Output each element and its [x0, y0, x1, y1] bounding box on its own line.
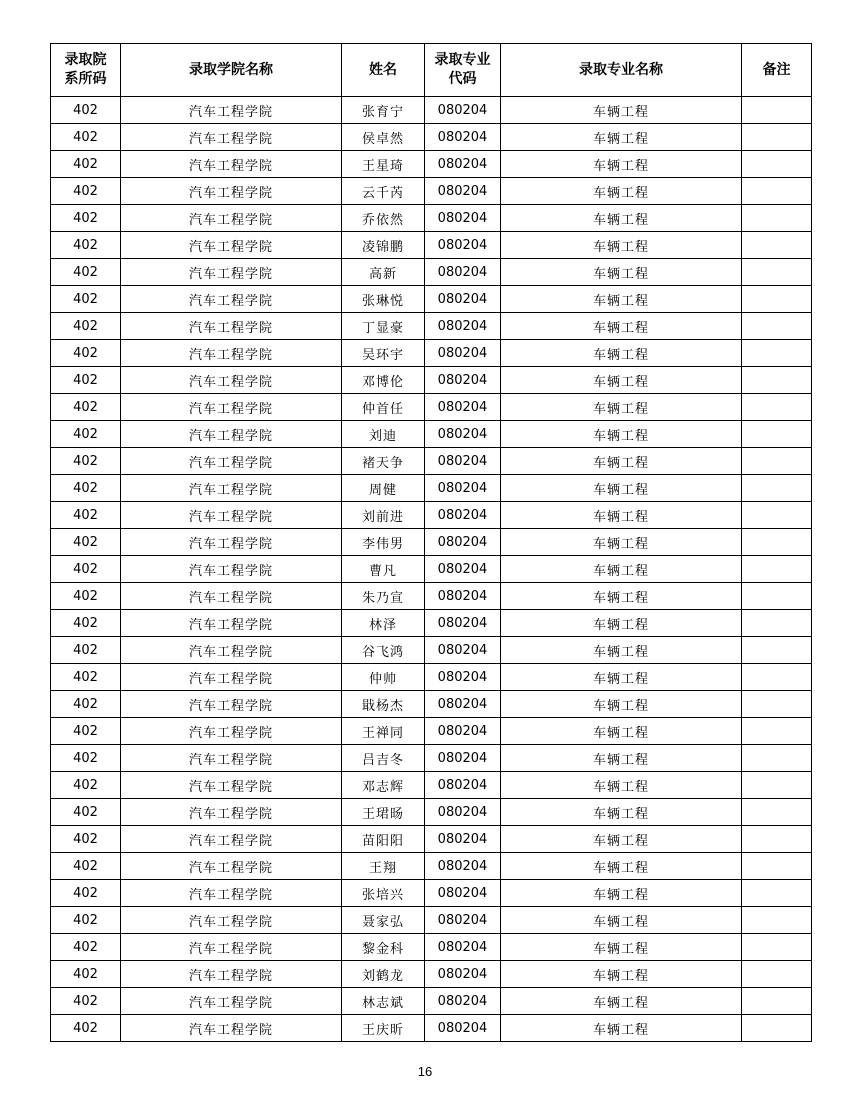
table-row — [51, 583, 812, 610]
remarks-cell — [742, 853, 812, 880]
table-row — [51, 718, 812, 745]
student-name-cell: 刘鹤龙 — [342, 961, 425, 988]
table-row — [51, 97, 812, 124]
table-row — [51, 367, 812, 394]
major-name-cell: 车辆工程 — [501, 394, 742, 421]
remarks-cell — [742, 502, 812, 529]
header-major-name: 录取专业名称 — [501, 44, 742, 97]
header-dept-code-line1: 录取院 — [64, 52, 107, 68]
major-code-cell: 080204 — [425, 826, 501, 853]
major-name-cell: 车辆工程 — [501, 556, 742, 583]
major-code-cell: 080204 — [425, 340, 501, 367]
student-name-cell: 刘前进 — [342, 502, 425, 529]
remarks-cell — [742, 610, 812, 637]
major-code-cell: 080204 — [425, 151, 501, 178]
school-name-cell: 汽车工程学院 — [121, 232, 342, 259]
student-name-cell: 吕吉冬 — [342, 745, 425, 772]
major-name-cell: 车辆工程 — [501, 232, 742, 259]
major-name-cell: 车辆工程 — [501, 934, 742, 961]
major-code-cell: 080204 — [425, 394, 501, 421]
dept-code-cell: 402 — [51, 340, 121, 367]
major-name-cell: 车辆工程 — [501, 853, 742, 880]
school-name-cell: 汽车工程学院 — [121, 799, 342, 826]
table-row — [51, 394, 812, 421]
table-row — [51, 529, 812, 556]
major-code-cell: 080204 — [425, 313, 501, 340]
major-name-cell: 车辆工程 — [501, 97, 742, 124]
table-row — [51, 475, 812, 502]
table-row — [51, 286, 812, 313]
student-name-cell: 仲首任 — [342, 394, 425, 421]
dept-code-cell: 402 — [51, 97, 121, 124]
school-name-cell: 汽车工程学院 — [121, 772, 342, 799]
student-name-cell: 邓志辉 — [342, 772, 425, 799]
remarks-cell — [742, 124, 812, 151]
header-major-code — [425, 44, 501, 97]
school-name-cell: 汽车工程学院 — [121, 637, 342, 664]
admission-table — [50, 43, 812, 1042]
major-name-cell: 车辆工程 — [501, 826, 742, 853]
table-row — [51, 259, 812, 286]
table-row — [51, 853, 812, 880]
school-name-cell: 汽车工程学院 — [121, 745, 342, 772]
student-name-cell: 凌锦鹏 — [342, 232, 425, 259]
major-code-cell: 080204 — [425, 421, 501, 448]
dept-code-cell: 402 — [51, 853, 121, 880]
major-code-cell: 080204 — [425, 448, 501, 475]
dept-code-cell: 402 — [51, 664, 121, 691]
school-name-cell: 汽车工程学院 — [121, 448, 342, 475]
major-name-cell: 车辆工程 — [501, 367, 742, 394]
dept-code-cell: 402 — [51, 610, 121, 637]
school-name-cell: 汽车工程学院 — [121, 178, 342, 205]
dept-code-cell: 402 — [51, 772, 121, 799]
student-name-cell: 黎金科 — [342, 934, 425, 961]
major-name-cell: 车辆工程 — [501, 691, 742, 718]
student-name-cell: 李伟男 — [342, 529, 425, 556]
school-name-cell: 汽车工程学院 — [121, 907, 342, 934]
school-name-cell: 汽车工程学院 — [121, 826, 342, 853]
major-name-cell: 车辆工程 — [501, 907, 742, 934]
table-row — [51, 907, 812, 934]
major-name-cell: 车辆工程 — [501, 502, 742, 529]
remarks-cell — [742, 961, 812, 988]
student-name-cell: 张琳悦 — [342, 286, 425, 313]
student-name-cell: 戢杨杰 — [342, 691, 425, 718]
remarks-cell — [742, 286, 812, 313]
remarks-cell — [742, 448, 812, 475]
dept-code-cell: 402 — [51, 421, 121, 448]
major-code-cell: 080204 — [425, 124, 501, 151]
dept-code-cell: 402 — [51, 961, 121, 988]
dept-code-cell: 402 — [51, 178, 121, 205]
student-name-cell: 刘迪 — [342, 421, 425, 448]
table-row — [51, 232, 812, 259]
student-name-cell: 王珺旸 — [342, 799, 425, 826]
dept-code-cell: 402 — [51, 988, 121, 1015]
student-name-cell: 仲帅 — [342, 664, 425, 691]
student-name-cell: 林志斌 — [342, 988, 425, 1015]
major-name-cell: 车辆工程 — [501, 259, 742, 286]
major-code-cell: 080204 — [425, 637, 501, 664]
remarks-cell — [742, 988, 812, 1015]
major-code-cell: 080204 — [425, 583, 501, 610]
major-name-cell: 车辆工程 — [501, 205, 742, 232]
table-row — [51, 691, 812, 718]
remarks-cell — [742, 340, 812, 367]
major-name-cell: 车辆工程 — [501, 286, 742, 313]
major-name-cell: 车辆工程 — [501, 151, 742, 178]
major-name-cell: 车辆工程 — [501, 313, 742, 340]
page-number: 16 — [417, 1064, 433, 1079]
remarks-cell — [742, 772, 812, 799]
table-row — [51, 799, 812, 826]
school-name-cell: 汽车工程学院 — [121, 367, 342, 394]
table-row — [51, 502, 812, 529]
major-code-cell: 080204 — [425, 853, 501, 880]
school-name-cell: 汽车工程学院 — [121, 97, 342, 124]
dept-code-cell: 402 — [51, 745, 121, 772]
student-name-cell: 王翔 — [342, 853, 425, 880]
major-code-cell: 080204 — [425, 178, 501, 205]
student-name-cell: 谷飞鸿 — [342, 637, 425, 664]
dept-code-cell: 402 — [51, 799, 121, 826]
header-major-code-line2: 代码 — [448, 71, 477, 87]
table-row — [51, 124, 812, 151]
dept-code-cell: 402 — [51, 637, 121, 664]
remarks-cell — [742, 232, 812, 259]
remarks-cell — [742, 529, 812, 556]
major-name-cell: 车辆工程 — [501, 880, 742, 907]
header-student-name: 姓名 — [342, 44, 425, 97]
major-code-cell: 080204 — [425, 880, 501, 907]
remarks-cell — [742, 97, 812, 124]
major-name-cell: 车辆工程 — [501, 961, 742, 988]
dept-code-cell: 402 — [51, 826, 121, 853]
major-code-cell: 080204 — [425, 475, 501, 502]
dept-code-cell: 402 — [51, 205, 121, 232]
table-row — [51, 880, 812, 907]
student-name-cell: 王庆昕 — [342, 1015, 425, 1042]
dept-code-cell: 402 — [51, 907, 121, 934]
remarks-cell — [742, 259, 812, 286]
student-name-cell: 周健 — [342, 475, 425, 502]
remarks-cell — [742, 691, 812, 718]
remarks-cell — [742, 475, 812, 502]
table-row — [51, 745, 812, 772]
major-code-cell: 080204 — [425, 232, 501, 259]
school-name-cell: 汽车工程学院 — [121, 529, 342, 556]
major-name-cell: 车辆工程 — [501, 637, 742, 664]
student-name-cell: 朱乃宣 — [342, 583, 425, 610]
dept-code-cell: 402 — [51, 529, 121, 556]
major-code-cell: 080204 — [425, 556, 501, 583]
student-name-cell: 王禅同 — [342, 718, 425, 745]
major-name-cell: 车辆工程 — [501, 448, 742, 475]
dept-code-cell: 402 — [51, 475, 121, 502]
major-code-cell: 080204 — [425, 259, 501, 286]
school-name-cell: 汽车工程学院 — [121, 988, 342, 1015]
remarks-cell — [742, 421, 812, 448]
major-code-cell: 080204 — [425, 529, 501, 556]
student-name-cell: 云千芮 — [342, 178, 425, 205]
major-name-cell: 车辆工程 — [501, 421, 742, 448]
dept-code-cell: 402 — [51, 556, 121, 583]
remarks-cell — [742, 637, 812, 664]
student-name-cell: 张培兴 — [342, 880, 425, 907]
dept-code-cell: 402 — [51, 151, 121, 178]
header-dept-code-line2: 系所码 — [64, 71, 107, 87]
school-name-cell: 汽车工程学院 — [121, 934, 342, 961]
major-name-cell: 车辆工程 — [501, 718, 742, 745]
table-body — [51, 97, 812, 1042]
major-name-cell: 车辆工程 — [501, 340, 742, 367]
table-row — [51, 1015, 812, 1042]
major-name-cell: 车辆工程 — [501, 529, 742, 556]
remarks-cell — [742, 664, 812, 691]
major-code-cell: 080204 — [425, 286, 501, 313]
dept-code-cell: 402 — [51, 880, 121, 907]
major-code-cell: 080204 — [425, 367, 501, 394]
remarks-cell — [742, 178, 812, 205]
student-name-cell: 邓博伦 — [342, 367, 425, 394]
remarks-cell — [742, 826, 812, 853]
dept-code-cell: 402 — [51, 259, 121, 286]
dept-code-cell: 402 — [51, 691, 121, 718]
school-name-cell: 汽车工程学院 — [121, 664, 342, 691]
student-name-cell: 曹凡 — [342, 556, 425, 583]
school-name-cell: 汽车工程学院 — [121, 205, 342, 232]
major-name-cell: 车辆工程 — [501, 178, 742, 205]
student-name-cell: 丁显豪 — [342, 313, 425, 340]
major-code-cell: 080204 — [425, 1015, 501, 1042]
student-name-cell: 聂家弘 — [342, 907, 425, 934]
remarks-cell — [742, 718, 812, 745]
student-name-cell: 侯卓然 — [342, 124, 425, 151]
student-name-cell: 高新 — [342, 259, 425, 286]
school-name-cell: 汽车工程学院 — [121, 961, 342, 988]
header-remarks: 备注 — [742, 44, 812, 97]
dept-code-cell: 402 — [51, 1015, 121, 1042]
table-row — [51, 664, 812, 691]
major-name-cell: 车辆工程 — [501, 1015, 742, 1042]
table-row — [51, 934, 812, 961]
school-name-cell: 汽车工程学院 — [121, 124, 342, 151]
major-code-cell: 080204 — [425, 718, 501, 745]
header-row — [51, 44, 812, 97]
table-row — [51, 772, 812, 799]
school-name-cell: 汽车工程学院 — [121, 475, 342, 502]
major-name-cell: 车辆工程 — [501, 772, 742, 799]
remarks-cell — [742, 205, 812, 232]
major-name-cell: 车辆工程 — [501, 124, 742, 151]
remarks-cell — [742, 934, 812, 961]
school-name-cell: 汽车工程学院 — [121, 718, 342, 745]
student-name-cell: 张育宁 — [342, 97, 425, 124]
school-name-cell: 汽车工程学院 — [121, 394, 342, 421]
remarks-cell — [742, 151, 812, 178]
major-code-cell: 080204 — [425, 97, 501, 124]
table-row — [51, 151, 812, 178]
major-code-cell: 080204 — [425, 961, 501, 988]
header-school-name: 录取学院名称 — [121, 44, 342, 97]
table-row — [51, 961, 812, 988]
student-name-cell: 林泽 — [342, 610, 425, 637]
dept-code-cell: 402 — [51, 367, 121, 394]
student-name-cell: 王星琦 — [342, 151, 425, 178]
remarks-cell — [742, 907, 812, 934]
table-row — [51, 340, 812, 367]
table-row — [51, 205, 812, 232]
dept-code-cell: 402 — [51, 448, 121, 475]
remarks-cell — [742, 313, 812, 340]
major-name-cell: 车辆工程 — [501, 610, 742, 637]
school-name-cell: 汽车工程学院 — [121, 286, 342, 313]
major-code-cell: 080204 — [425, 205, 501, 232]
dept-code-cell: 402 — [51, 394, 121, 421]
dept-code-cell: 402 — [51, 232, 121, 259]
school-name-cell: 汽车工程学院 — [121, 421, 342, 448]
remarks-cell — [742, 556, 812, 583]
table-row — [51, 448, 812, 475]
major-code-cell: 080204 — [425, 745, 501, 772]
table-row — [51, 313, 812, 340]
major-name-cell: 车辆工程 — [501, 988, 742, 1015]
dept-code-cell: 402 — [51, 124, 121, 151]
dept-code-cell: 402 — [51, 934, 121, 961]
student-name-cell: 褚天争 — [342, 448, 425, 475]
major-code-cell: 080204 — [425, 988, 501, 1015]
major-code-cell: 080204 — [425, 502, 501, 529]
school-name-cell: 汽车工程学院 — [121, 502, 342, 529]
major-name-cell: 车辆工程 — [501, 475, 742, 502]
table-row — [51, 556, 812, 583]
major-code-cell: 080204 — [425, 664, 501, 691]
major-code-cell: 080204 — [425, 691, 501, 718]
remarks-cell — [742, 1015, 812, 1042]
table-row — [51, 637, 812, 664]
remarks-cell — [742, 583, 812, 610]
remarks-cell — [742, 799, 812, 826]
table-row — [51, 826, 812, 853]
school-name-cell: 汽车工程学院 — [121, 1015, 342, 1042]
school-name-cell: 汽车工程学院 — [121, 691, 342, 718]
header-dept-code — [51, 44, 121, 97]
major-name-cell: 车辆工程 — [501, 664, 742, 691]
remarks-cell — [742, 880, 812, 907]
dept-code-cell: 402 — [51, 502, 121, 529]
student-name-cell: 乔依然 — [342, 205, 425, 232]
major-code-cell: 080204 — [425, 772, 501, 799]
dept-code-cell: 402 — [51, 286, 121, 313]
school-name-cell: 汽车工程学院 — [121, 583, 342, 610]
major-name-cell: 车辆工程 — [501, 745, 742, 772]
table-row — [51, 421, 812, 448]
school-name-cell: 汽车工程学院 — [121, 151, 342, 178]
major-code-cell: 080204 — [425, 799, 501, 826]
major-name-cell: 车辆工程 — [501, 583, 742, 610]
major-name-cell: 车辆工程 — [501, 799, 742, 826]
school-name-cell: 汽车工程学院 — [121, 259, 342, 286]
major-code-cell: 080204 — [425, 610, 501, 637]
remarks-cell — [742, 745, 812, 772]
student-name-cell: 吴环宇 — [342, 340, 425, 367]
table-row — [51, 610, 812, 637]
school-name-cell: 汽车工程学院 — [121, 313, 342, 340]
school-name-cell: 汽车工程学院 — [121, 340, 342, 367]
table-row — [51, 988, 812, 1015]
major-code-cell: 080204 — [425, 907, 501, 934]
school-name-cell: 汽车工程学院 — [121, 556, 342, 583]
dept-code-cell: 402 — [51, 718, 121, 745]
dept-code-cell: 402 — [51, 313, 121, 340]
table-header — [51, 44, 812, 97]
major-code-cell: 080204 — [425, 934, 501, 961]
remarks-cell — [742, 394, 812, 421]
school-name-cell: 汽车工程学院 — [121, 610, 342, 637]
table-row — [51, 178, 812, 205]
remarks-cell — [742, 367, 812, 394]
dept-code-cell: 402 — [51, 583, 121, 610]
student-name-cell: 苗阳阳 — [342, 826, 425, 853]
header-major-code-line1: 录取专业 — [434, 52, 491, 68]
school-name-cell: 汽车工程学院 — [121, 853, 342, 880]
school-name-cell: 汽车工程学院 — [121, 880, 342, 907]
